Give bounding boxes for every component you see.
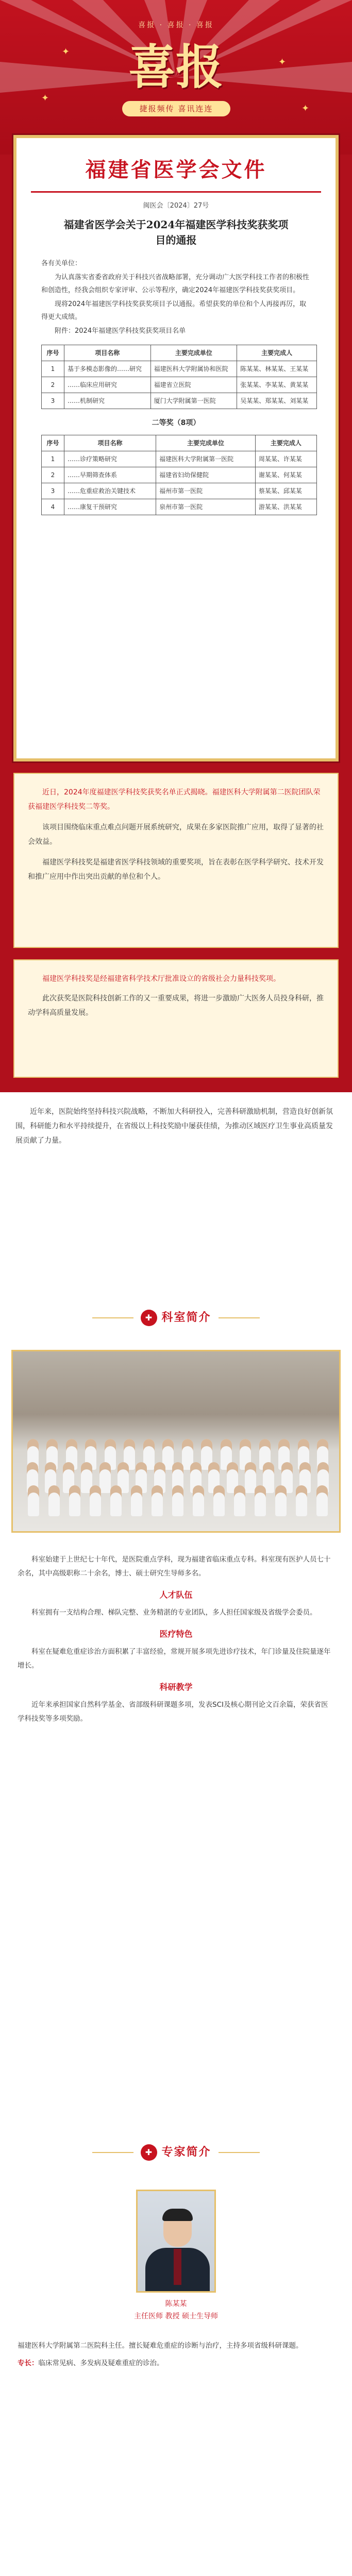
star-icon: ✦ (278, 57, 287, 67)
cell: 福建省妇幼保健院 (156, 467, 256, 483)
cell: 2 (42, 467, 64, 483)
cell: 谢某某、何某某 (255, 467, 316, 483)
star-icon: ✦ (41, 93, 49, 104)
expert-role: 主任医师 教授 硕士生导师 (134, 2312, 218, 2320)
summary-paragraph: 该项目围绕临床重点难点问题开展系统研究，成果在多家医院推广应用，取得了显著的社会效益。 (28, 823, 324, 846)
cell: 游某某、洪某某 (255, 499, 316, 515)
table-row (42, 499, 317, 515)
specialty-value: 临床常见病、多发病及疑难重症的诊治。 (38, 2359, 164, 2367)
document-number: 闽医会〔2024〕27号 (143, 202, 209, 210)
cell: ……康复干预研究 (64, 499, 156, 515)
cell: 吴某某、郑某某、刘某某 (237, 393, 317, 409)
expert-bio-text: 福建医科大学附属第二医院科主任。擅长疑难危重症的诊断与治疗，主持多项省级科研课题。 (18, 2342, 303, 2350)
cell: 福州市第一医院 (156, 483, 256, 499)
cell: 厦门大学附属第一医院 (150, 393, 237, 409)
col-header: 主要完成单位 (156, 435, 256, 451)
table-row (42, 393, 317, 409)
cell: 1 (42, 361, 64, 377)
info-paragraph: 此次获奖是医院科技创新工作的又一重要成果，将进一步激励广大医务人员投身科研，推动学科高质量发展。 (28, 994, 324, 1017)
info-paragraph: 福建医学科技奖是经福建省科学技术厅批准设立的省级社会力量科技奖项。 (42, 975, 280, 983)
cell: 福建医科大学附属第一医院 (156, 451, 256, 467)
subtitle-banner: 捷报频传 喜讯连连 (122, 101, 230, 116)
col-header: 序号 (42, 345, 64, 361)
page-title: 喜报 (128, 39, 223, 95)
table-header-row (42, 435, 317, 451)
document-header (31, 154, 321, 193)
greeting: 各有关单位： (41, 260, 82, 267)
col-header: 主要完成人 (255, 435, 316, 451)
team-paragraph: 科室拥有一支结构合理、梯队完整、业务精湛的专业团队，多人担任国家级及省级学会委员。 (31, 1608, 317, 1617)
official-document (13, 135, 339, 761)
table-row (42, 467, 317, 483)
divider (92, 1317, 133, 1318)
star-icon: ✦ (62, 46, 70, 57)
divider (219, 1317, 260, 1318)
team-photo (11, 1350, 341, 1533)
team-paragraph: 科室在疑难危重症诊治方面积累了丰富经验，常规开展多项先进诊疗技术，年门诊量及住院量逐年增长。 (18, 1648, 331, 1670)
doctor-icon: ✚ (141, 2144, 157, 2161)
cell: 1 (42, 451, 64, 467)
doc-paragraph: 现将2024年福建医学科技奖获奖项目予以通报。希望获奖的单位和个人再接再厉，取得更大成绩。 (41, 300, 307, 321)
cell: 周某某、许某某 (255, 451, 316, 467)
top-tag: 喜报 · 喜报 · 喜报 (138, 21, 214, 29)
expert-specialty (18, 2357, 334, 2370)
doc-paragraph: 为认真落实省委省政府关于科技兴省战略部署，充分调动广大医学科技工作者的积极性和创造性，经我会组织专家评审、公示等程序，确定2024年福建医学科技奖获奖项目。 (41, 274, 310, 294)
col-header: 项目名称 (64, 435, 156, 451)
intro-section (0, 1092, 352, 1236)
cell: 基于多模态影像的……研究 (64, 361, 151, 377)
divider (92, 2152, 133, 2153)
cell: ……机制研究 (64, 393, 151, 409)
col-header: 主要完成人 (237, 345, 317, 361)
document-body (41, 257, 311, 337)
cell: ……诊疗策略研究 (64, 451, 156, 467)
intro-paragraph: 近年来，医院始终坚持科技兴院战略，不断加大科研投入，完善科研激励机制，营造良好创新氛围，科研能力和水平持续提升，在省级以上科技奖励中屡获佳绩，为推动区域医疗卫生事业高质量发展贡献了力量。 (15, 1108, 333, 1145)
col-header: 主要完成单位 (150, 345, 237, 361)
cell: ……早期筛查体系 (64, 467, 156, 483)
cell: 3 (42, 483, 64, 499)
doc-paragraph: 附件：2024年福建医学科技奖获奖项目名单 (55, 327, 186, 335)
table-row (42, 361, 317, 377)
document-title: 福建省医学会关于2024年福建医学科技奖获奖项目的通报 (63, 218, 289, 246)
summary-paragraph: 福建医学科技奖是福建省医学科技领域的重要奖项，旨在表彰在医学科学研究、技术开发和推广应用中作出突出贡献的单位和个人。 (28, 858, 324, 881)
section-title-text: 专家简介 (161, 2146, 211, 2159)
document-org: 福建省医学会文件 (85, 158, 267, 182)
cell: ……临床应用研究 (64, 377, 151, 393)
table-header-row (42, 345, 317, 361)
subheading: 科研教学 (159, 1682, 193, 1692)
star-icon: ✦ (301, 103, 310, 114)
award-table-1 (41, 345, 317, 409)
expert-bio (18, 2339, 334, 2370)
specialty-label: 专长： (18, 2359, 39, 2367)
col-header: 序号 (42, 435, 64, 451)
subheading: 人才队伍 (159, 1590, 193, 1600)
cell: 3 (42, 393, 64, 409)
divider (219, 2152, 260, 2153)
header-banner (0, 0, 352, 155)
flag-icon: ✚ (141, 1310, 157, 1326)
summary-box (13, 773, 339, 948)
cell: ……危重症救治关键技术 (64, 483, 156, 499)
expert-portrait (136, 2190, 216, 2293)
grade-label: 二等奖（8项） (152, 419, 200, 427)
award-table-2 (41, 435, 317, 515)
col-header: 项目名称 (64, 345, 151, 361)
expert-name: 陈某某 (165, 2300, 187, 2308)
table-row (42, 377, 317, 393)
cell: 陈某某、林某某、王某某 (237, 361, 317, 377)
team-intro (0, 1540, 352, 2128)
cell: 2 (42, 377, 64, 393)
team-section-title (0, 1309, 352, 1326)
team-title-area (0, 1236, 352, 1350)
cell: 福建省立医院 (150, 377, 237, 393)
cell: 泉州市第一医院 (156, 499, 256, 515)
cell: 4 (42, 499, 64, 515)
table-row (42, 483, 317, 499)
team-paragraph: 科室始建于上世纪七十年代，是医院重点学科，现为福建省临床重点专科。科室现有医护人员七十余名，其中高级职称二十余名，博士、硕士研究生导师多名。 (18, 1555, 331, 1578)
team-paragraph: 近年来承担国家自然科学基金、省部级科研课题多项，发表SCI及核心期刊论文百余篇，荣获省医学科技奖等多项奖励。 (18, 1701, 328, 1723)
section-title-text: 科室简介 (161, 1311, 211, 1324)
cell: 蔡某某、邱某某 (255, 483, 316, 499)
photo-row (23, 1485, 332, 1516)
cell: 张某某、李某某、黄某某 (237, 377, 317, 393)
cell: 福建医科大学附属协和医院 (150, 361, 237, 377)
expert-section-title (0, 2143, 352, 2161)
info-box (13, 959, 339, 1078)
table-row (42, 451, 317, 467)
summary-paragraph: 近日，2024年度福建医学科技奖获奖名单正式揭晓。福建医科大学附属第二医院团队荣获福建医学科技奖二等奖。 (28, 788, 321, 811)
subheading: 医疗特色 (159, 1629, 193, 1639)
